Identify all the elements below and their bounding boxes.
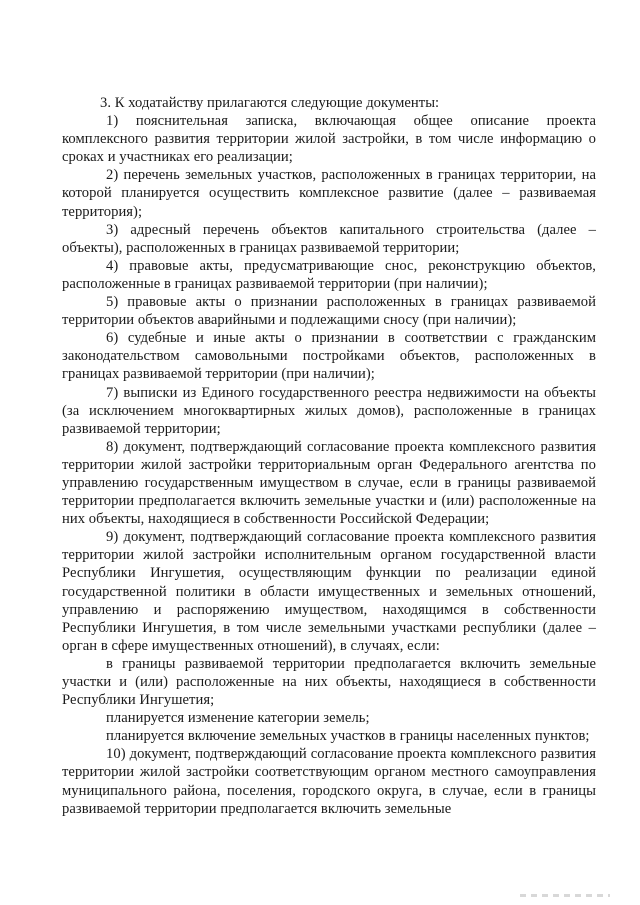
list-item-5: 5) правовые акты о признании расположенных в границах развиваемой территории объектов аварийными и подлежащими сносу (при наличии); (62, 294, 596, 329)
list-item-9: 9) документ, подтверждающий согласование проекта комплексного развития территории жилой застройки исполнительным органом государственной власти Республики Ингушетия, осуществляющим функции по реализации единой государственной политики в области имущественных и земельных отношений, управлению и распоряжению имуществом, находящимся в собственности Республики Ингушетия, в том числе земельными участками республики (далее – орган в сфере имущественных отношений), в случаях, если: (62, 529, 596, 654)
section-intro: 3. К ходатайству прилагаются следующие документы: (100, 95, 440, 111)
list-item-1: 1) пояснительная записка, включающая общее описание проекта комплексного развития территории жилой застройки, в том числе информацию о сроках и участниках его реализации; (62, 113, 596, 166)
list-item-9-case-3: планируется включение земельных участков в границы населенных пунктов; (106, 728, 590, 745)
list-item-9-case-2: планируется изменение категории земель; (106, 710, 370, 727)
document-body (62, 94, 596, 818)
list-item-8: 8) документ, подтверждающий согласование проекта комплексного развития территории жилой застройки территориальным орган Федерального агентства по управлению государственным имуществом в случае, если в границы развиваемой территории предполагается включить земельные участки и (или) расположенные на них объекты, находящиеся в собственности Российской Федерации; (62, 438, 596, 528)
list-item-7: 7) выписки из Единого государственного реестра недвижимости на объекты (за исключением многоквартирных жилых домов), расположенные в границах развиваемой территории; (62, 384, 596, 437)
list-item-6: 6) судебные и иные акты о признании в соответствии с гражданским законодательством самовольными постройками объектов, расположенных в границах развиваемой территории (при наличии); (62, 330, 596, 383)
list-item-10: 10) документ, подтверждающий согласование проекта комплексного развития территории жилой застройки соответствующим органом местного самоуправления муниципального района, поселения, городского округа, в случае, если в границы развиваемой территории предполагается включить земельные (62, 746, 596, 817)
scan-artifact (520, 894, 610, 897)
list-item-3: 3) адресный перечень объектов капитального строительства (далее – объекты), расположенных в границах развиваемой территории; (62, 221, 596, 256)
list-item-4: 4) правовые акты, предусматривающие снос, реконструкцию объектов, расположенные в границах развиваемой территории (при наличии); (62, 257, 596, 292)
list-item-2: 2) перечень земельных участков, расположенных в границах территории, на которой планируется осуществить комплексное развитие (далее – развиваемая территория); (62, 167, 596, 220)
list-item-9-case-1: в границы развиваемой территории предполагается включить земельные участки и (или) расположенные на них объекты, находящиеся в собственности Республики Ингушетия; (62, 655, 596, 709)
